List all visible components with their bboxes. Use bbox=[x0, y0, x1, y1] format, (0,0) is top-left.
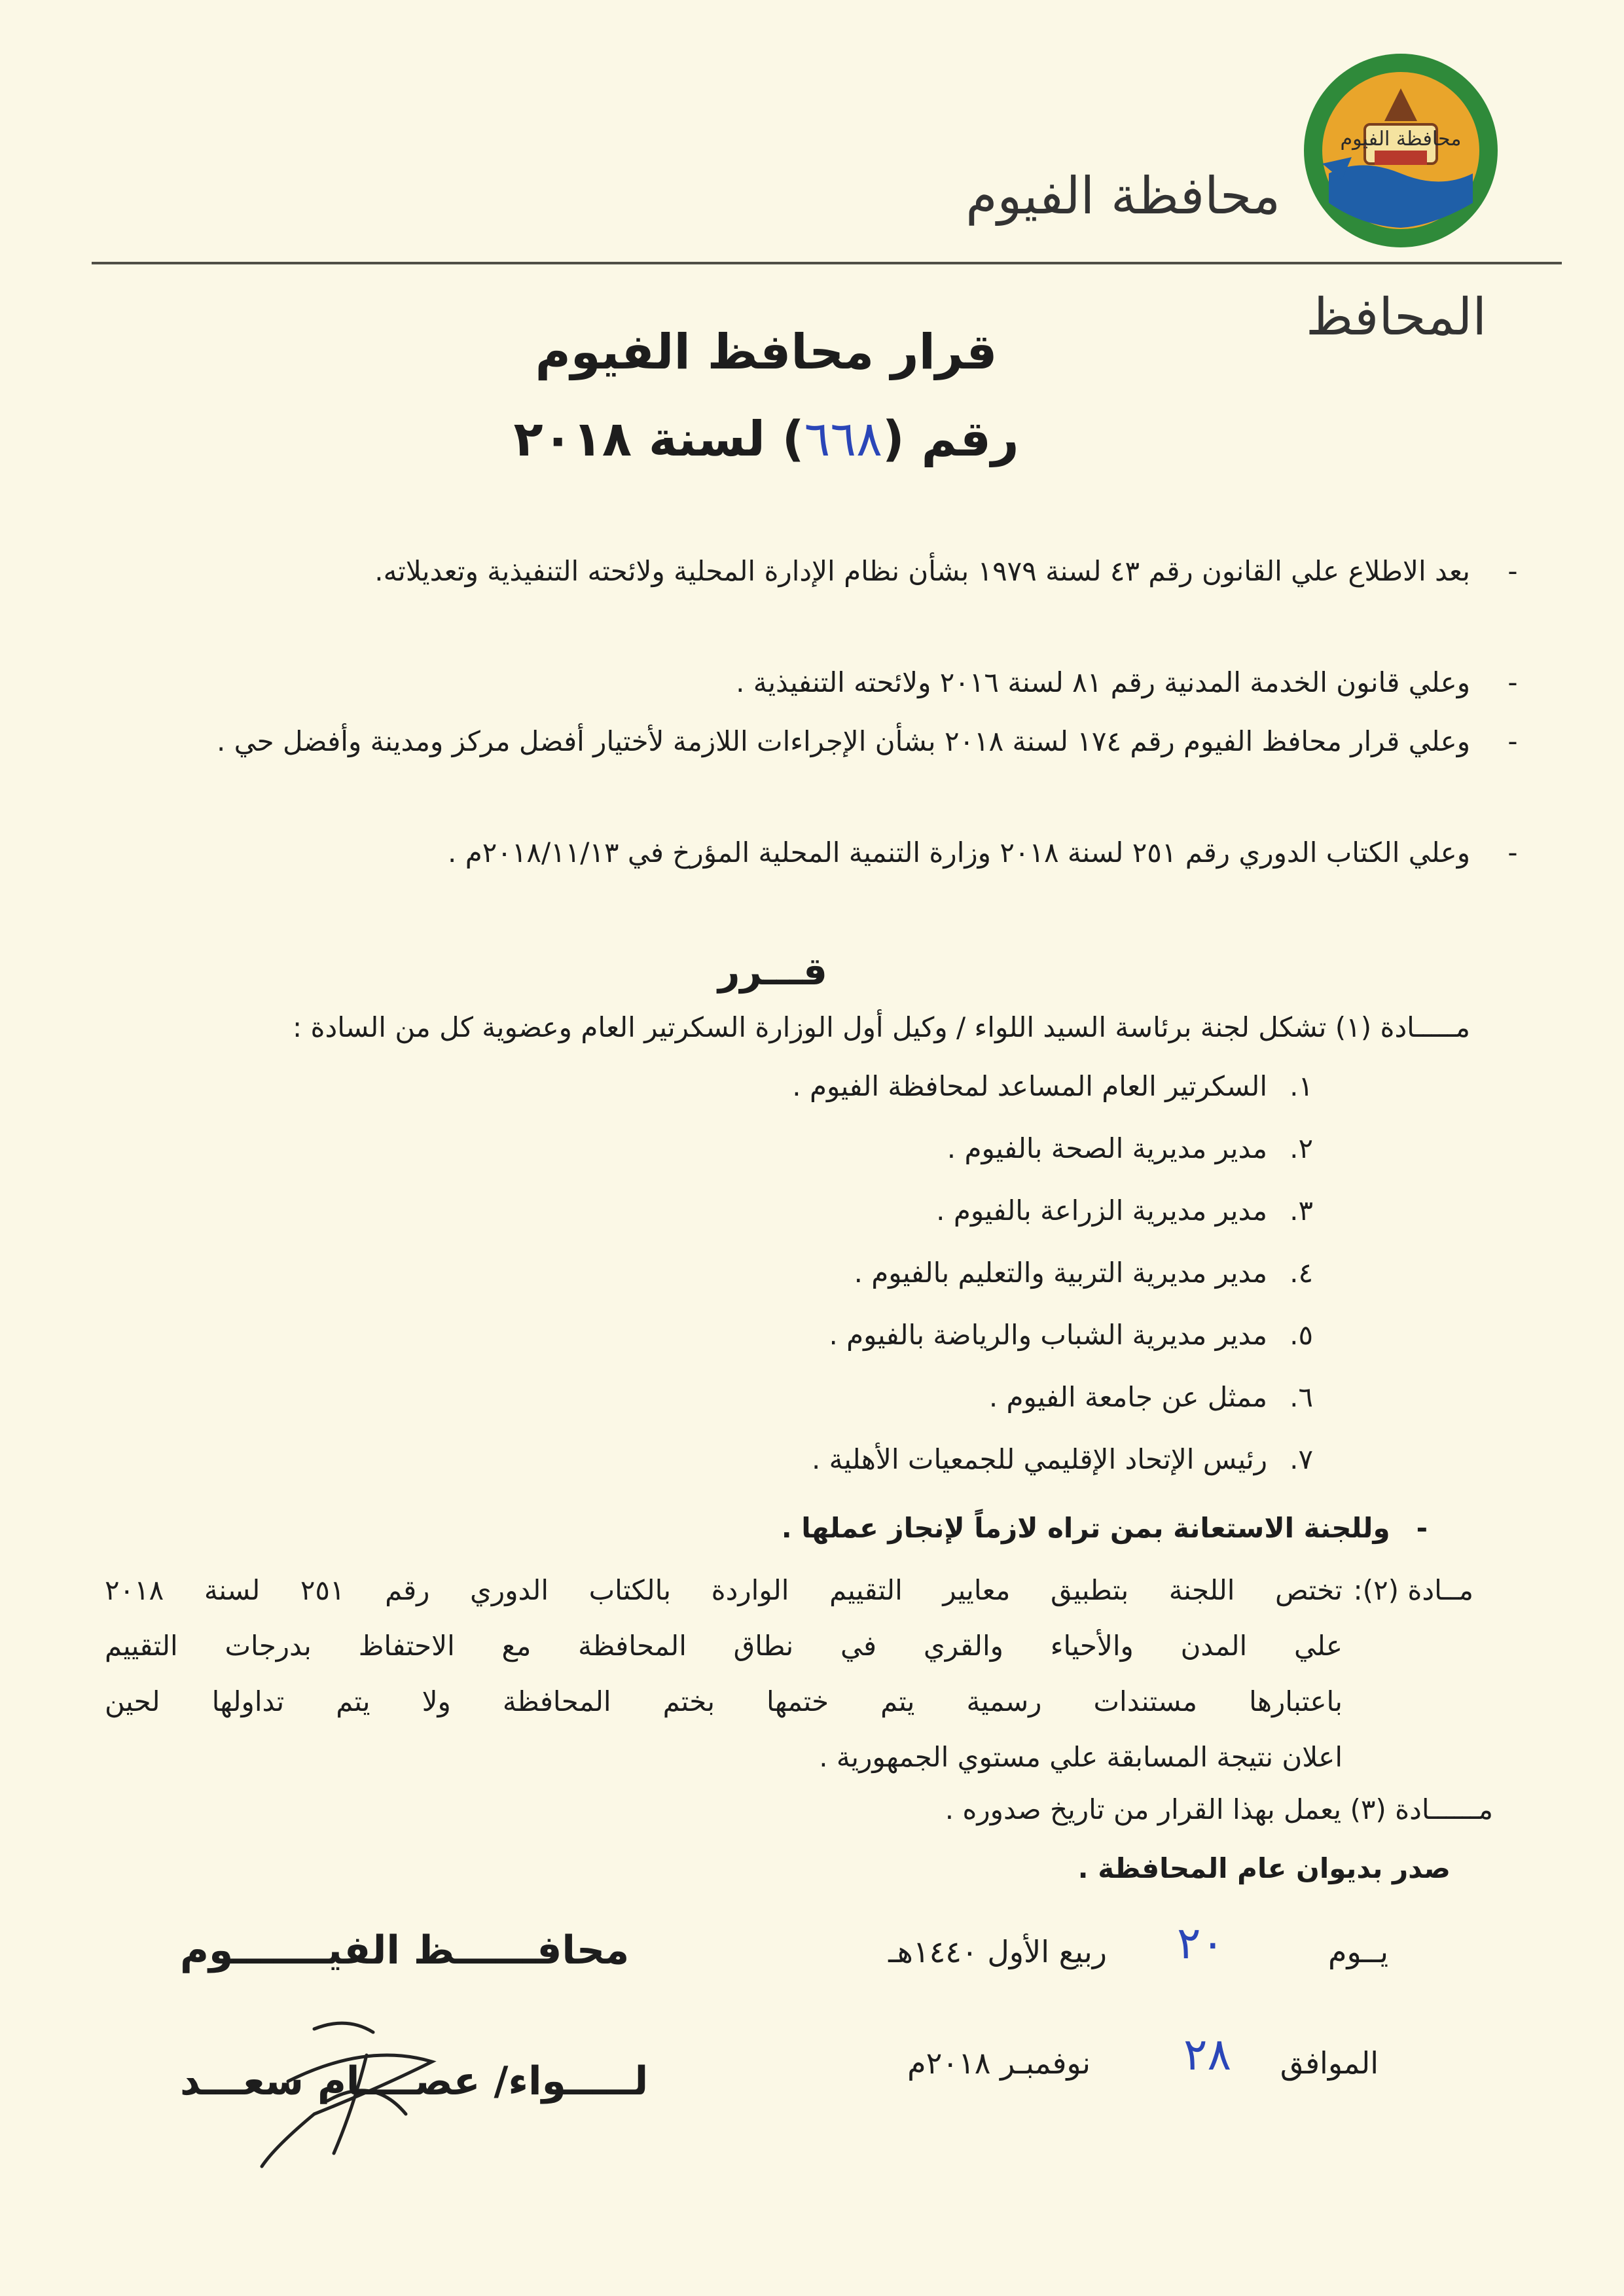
issued-statement: صدر بديوان عام المحافظة . bbox=[1077, 1852, 1451, 1884]
article-2-line: اعلان نتيجة المسابقة علي مستوي الجمهورية . bbox=[819, 1741, 1343, 1773]
decree-title: قرار محافظ الفيوم bbox=[535, 324, 998, 380]
preamble-item: - وعلي قانون الخدمة المدنية رقم ٨١ لسنة ٢٠١٦ ولائحته التنفيذية . bbox=[20, 655, 1526, 711]
member-item: ٧.رئيس الإتحاد الإقليمي للجمعيات الأهلية . bbox=[811, 1443, 1313, 1475]
preamble-item: - بعد الاطلاع علي القانون رقم ٤٣ لسنة ١٩٧٩ بشأن نظام الإدارة المحلية ولائحته التنفيذية وتعديلاته. bbox=[20, 543, 1526, 600]
article-3 bbox=[945, 1780, 1493, 1839]
article-2-label: مــادة (٢): bbox=[1353, 1574, 1473, 1606]
article-1 bbox=[293, 998, 1470, 1057]
signature-name: لـــــواء/ عصــــام سعـــد bbox=[180, 2058, 649, 2104]
member-item: ٢.مدير مديرية الصحة بالفيوم . bbox=[947, 1132, 1313, 1164]
decree-number bbox=[0, 411, 1624, 467]
gregorian-date: نوفمبـر ٢٠١٨م bbox=[907, 2045, 1091, 2081]
corresponding-label: الموافق bbox=[1280, 2045, 1379, 2081]
preamble-text: وعلي قانون الخدمة المدنية رقم ٨١ لسنة ٢٠١٦ ولائحته التنفيذية . bbox=[736, 666, 1470, 698]
organization-name: محافظة الفيوم bbox=[965, 167, 1280, 226]
seal-text: محافظة الفيوم bbox=[1340, 128, 1462, 151]
decree-number-prefix: رقم ( bbox=[882, 411, 1019, 467]
article-1-text: تشكل لجنة برئاسة السيد اللواء / وكيل أول الوزارة السكرتير العام وعضوية كل من السادة : bbox=[293, 1011, 1327, 1043]
signature-title: محافــــــظ الفيـــــــوم bbox=[180, 1928, 630, 1973]
preamble-text: وعلي قرار محافظ الفيوم رقم ١٧٤ لسنة ٢٠١٨ بشأن الإجراءات اللازمة لأختيار أفضل مركز ومدينة وأفضل حي . bbox=[216, 725, 1470, 757]
article-1-label: مـــــادة (١) bbox=[1335, 1011, 1470, 1043]
preamble-text: بعد الاطلاع علي القانون رقم ٤٣ لسنة ١٩٧٩ بشأن نظام الإدارة المحلية ولائحته التنفيذية وتعديلاته. bbox=[374, 555, 1470, 587]
decree-number-handwritten: ٦٦٨ bbox=[804, 411, 882, 467]
article-2-line: علي المدن والأحياء والقري في نطاق المحافظة مع الاحتفاظ بدرجات التقييم bbox=[105, 1630, 1343, 1662]
article-3-text: يعمل بهذا القرار من تاريخ صدوره . bbox=[945, 1793, 1342, 1825]
day-handwritten: ٢٠ bbox=[1176, 1918, 1225, 1969]
member-item: ١.السكرتير العام المساعد لمحافظة الفيوم . bbox=[792, 1070, 1313, 1102]
header-divider bbox=[92, 262, 1562, 264]
decided-heading: قـــرر bbox=[718, 949, 827, 994]
preamble-item: - وعلي الكتاب الدوري رقم ٢٥١ لسنة ٢٠١٨ وزارة التنمية المحلية المؤرخ في ٢٠١٨/١١/١٣م . bbox=[20, 825, 1526, 881]
member-item: ٥.مدير مديرية الشباب والرياضة بالفيوم . bbox=[829, 1319, 1313, 1351]
article-2-line: تختص اللجنة بتطبيق معايير التقييم الواردة بالكتاب الدوري رقم ٢٥١ لسنة ٢٠١٨ bbox=[105, 1574, 1343, 1606]
member-item: ٣.مدير مديرية الزراعة بالفيوم . bbox=[936, 1194, 1313, 1227]
hijri-date: ربيع الأول ١٤٤٠هـ bbox=[888, 1934, 1107, 1969]
article-2-line: باعتبارها مستندات رسمية يتم ختمها بختم المحافظة ولا يتم تداولها لحين bbox=[105, 1685, 1343, 1717]
article-1-extra: -وللجنة الاستعانة بمن تراه لازماً لإنجاز عملها . bbox=[781, 1512, 1428, 1544]
governorate-seal bbox=[1303, 52, 1499, 249]
greg-day-handwritten: ٢٨ bbox=[1183, 2029, 1231, 2081]
member-item: ٦.ممثل عن جامعة الفيوم . bbox=[988, 1381, 1313, 1413]
decree-number-suffix: ) لسنة ٢٠١٨ bbox=[513, 411, 804, 467]
preamble-item: - وعلي قرار محافظ الفيوم رقم ١٧٤ لسنة ٢٠١٨ بشأن الإجراءات اللازمة لأختيار أفضل مركز ومدينة وأفضل حي . bbox=[20, 713, 1526, 770]
member-item: ٤.مدير مديرية التربية والتعليم بالفيوم . bbox=[854, 1257, 1313, 1289]
day-label: يــوم bbox=[1328, 1934, 1388, 1969]
article-3-label: مــــــادة (٣) bbox=[1350, 1793, 1493, 1825]
office-title: المحافظ bbox=[1306, 288, 1487, 347]
preamble-text: وعلي الكتاب الدوري رقم ٢٥١ لسنة ٢٠١٨ وزارة التنمية المحلية المؤرخ في ٢٠١٨/١١/١٣م . bbox=[448, 836, 1470, 869]
